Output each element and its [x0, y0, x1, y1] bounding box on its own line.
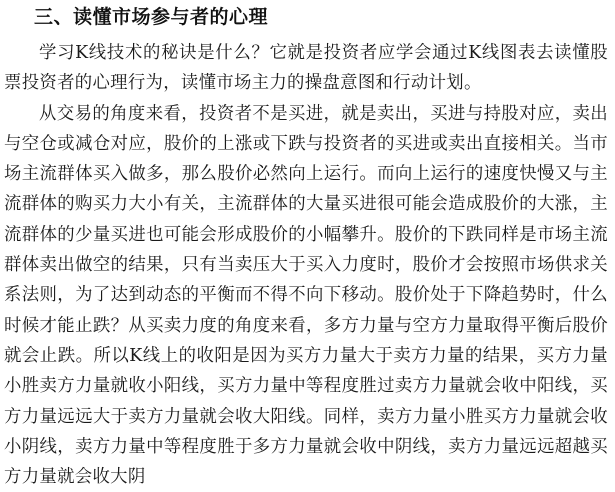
body-paragraph-2: 从交易的角度来看，投资者不是买进，就是卖出，买进与持股对应，卖出与空仓或减仓对应，股价的上涨或下跌与投资者的买进或卖出直接相关。当市场主流群体买入做多，那么股价必然向上运行。而向上运行的速度快慢又与主流群体的购买力大小有关，主流群体的大量买进很可能会造成股价的大涨，主流群体的少量买进也可能会形成股价的小幅攀升。股价的下跌同样是市场主流群体卖出做空的结果，只有当卖压大于买入力度时，股价才会按照市场供求关系法则，为了达到动态的平衡而不得不向下移动。股价处于下降趋势时，什么时候才能止跌？从买卖力度的角度来看，多方力量与空方力量取得平衡后股价就会止跌。所以K线上的收阳是因为买方力量大于卖方力量的结果，买方力量小胜卖方力量就收小阳线，买方力量中等程度胜过卖方力量就会收中阳线，买方力量远远大于卖方力量就会收大阳线。同样，卖方力量小胜买方力量就会收小阴线，卖方力量中等程度胜于多方力量就会收中阴线，卖方力量远远超越买方力量就会收大阴: [4, 103, 608, 488]
body-paragraph-1: 学习K线技术的秘诀是什么？它就是投资者应学会通过K线图表去读懂股票投资者的心理行为，读懂市场主力的操盘意图和行动计划。: [4, 43, 608, 94]
section-heading: 三、读懂市场参与者的心理: [34, 6, 269, 28]
